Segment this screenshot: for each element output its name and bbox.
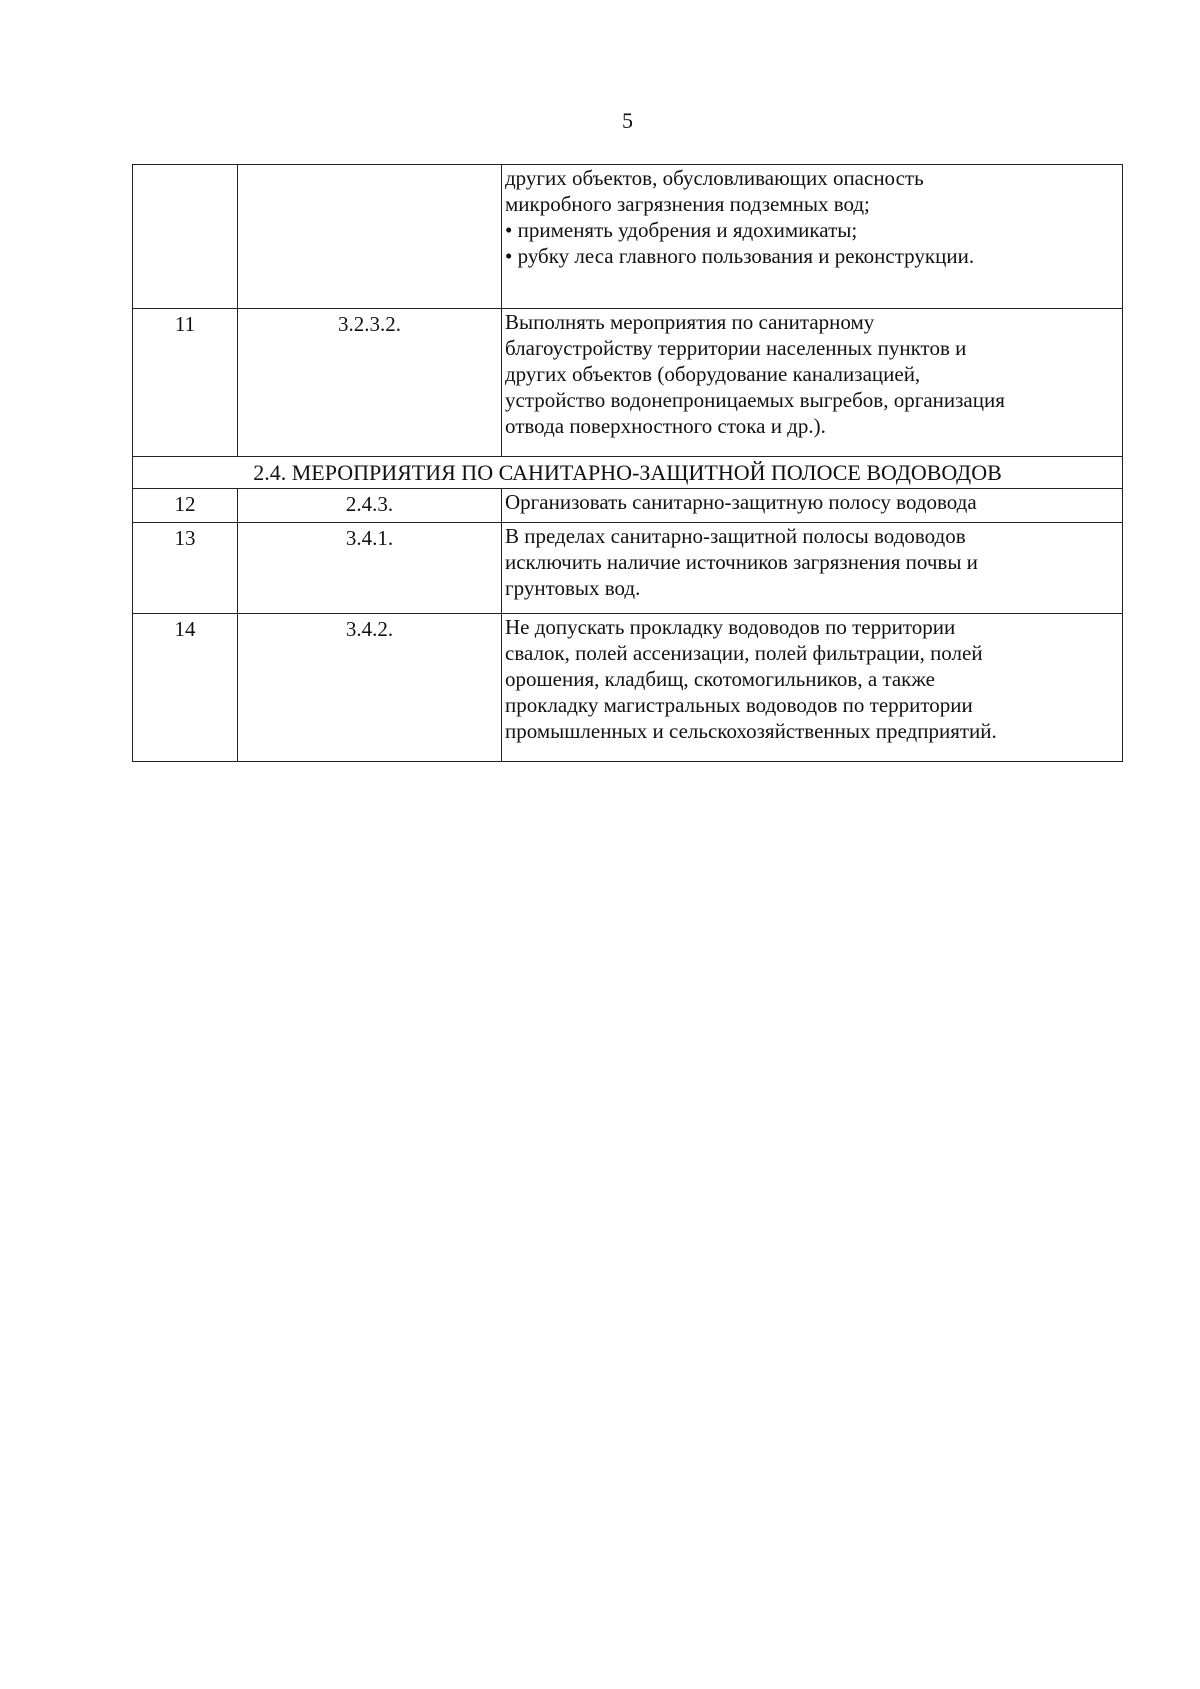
text-line: орошения, кладбищ, скотомогильников, а также [505,667,935,691]
text-line: прокладку магистральных водоводов по территории [505,693,973,717]
measures-table [132,164,1123,762]
text-line: Не допускать прокладку водоводов по территории [505,615,956,639]
table-row-11 [133,309,1123,457]
measure-text-cell [502,309,1123,457]
table-row-continuation [133,165,1123,309]
measure-text-cell [502,614,1123,762]
bullet-item: • применять удобрения и ядохимикаты; [505,218,858,242]
table-row-12 [133,489,1123,523]
clause-ref-cell: 2.4.3. [238,489,502,523]
clause-ref-cell [238,165,502,309]
row-number-cell: 14 [133,614,238,762]
text-line: грунтовых вод. [505,576,641,600]
text-line: устройство водонепроницаемых выгребов, организация [505,388,1005,412]
section-header: 2.4. МЕРОПРИЯТИЯ ПО САНИТАРНО-ЗАЩИТНОЙ ПОЛОСЕ ВОДОВОДОВ [133,457,1123,489]
table-row-14 [133,614,1123,762]
clause-ref-cell: 3.4.1. [238,523,502,614]
text-line: других объектов, обусловливающих опасность [505,166,924,190]
row-number-cell: 11 [133,309,238,457]
clause-ref-cell: 3.2.3.2. [238,309,502,457]
measure-text-cell [502,165,1123,309]
text-line: В пределах санитарно-защитной полосы водоводов [505,524,966,548]
text-line: микробного загрязнения подземных вод; [505,192,870,216]
row-number-cell: 12 [133,489,238,523]
clause-ref-cell: 3.4.2. [238,614,502,762]
table-row-13 [133,523,1123,614]
text-line: благоустройству территории населенных пунктов и [505,336,967,360]
row-number-cell [133,165,238,309]
text-line: промышленных и сельскохозяйственных предприятий. [505,719,997,743]
text-line: отвода поверхностного стока и др.). [505,414,826,438]
text-line: Выполнять мероприятия по санитарному [505,310,875,334]
text-line: других объектов (оборудование канализацией, [505,362,921,386]
text-line: исключить наличие источников загрязнения почвы и [505,550,978,574]
bullet-item: • рубку леса главного пользования и реконструкции. [505,244,975,268]
section-header-row [133,457,1123,489]
measure-text-cell [502,523,1123,614]
text-line: свалок, полей ассенизации, полей фильтрации, полей [505,641,983,665]
measure-text-cell [502,489,1123,523]
row-number-cell: 13 [133,523,238,614]
text-line: Организовать санитарно-защитную полосу водовода [505,490,977,514]
page-number: 5 [622,108,633,133]
